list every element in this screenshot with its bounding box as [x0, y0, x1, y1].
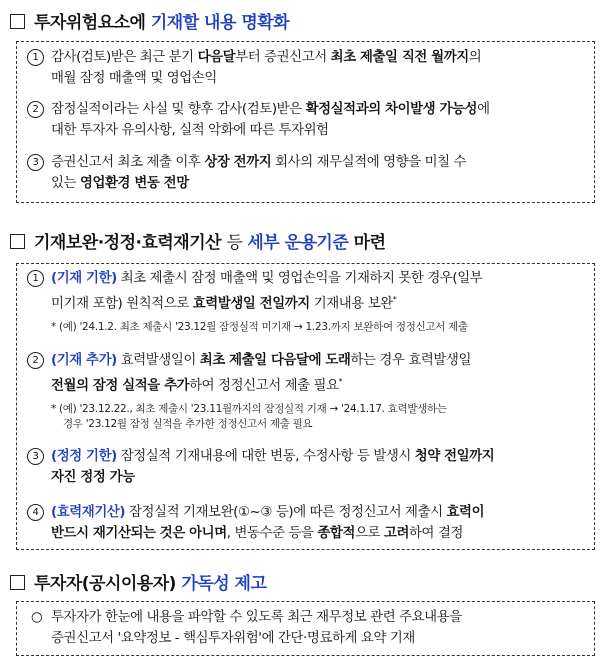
item-line [51, 152, 586, 173]
item-line [51, 173, 586, 194]
bold-text: 자진 정정 가능 [51, 470, 135, 485]
item-line [51, 371, 586, 396]
section1-item-3 [27, 152, 586, 194]
section3-box [16, 601, 595, 656]
footnote: * (예) '24.1.2. 최초 제출시 '23.12월 잠정실적 미기재 → 1.23.까지 보완하여 정정신고서 제출 [51, 321, 468, 333]
text-segment: 감사(검토)받은 최근 분기 [51, 50, 198, 65]
text-segment: 있는 [51, 176, 80, 191]
text-segment: 하여 결정 [409, 526, 464, 541]
item-line [51, 523, 586, 544]
circled-number-1: 1 [27, 49, 44, 66]
checkbox-square-icon [10, 14, 25, 29]
section1-item-2 [27, 99, 586, 141]
item-line [51, 268, 586, 289]
item-line [51, 350, 586, 371]
bold-text: 효력발생일 전일까지 [192, 296, 310, 312]
text-segment: 에 [477, 102, 490, 117]
text-segment: 대한 투자자 유의사항, 실적 악화에 따른 투자위험 [51, 123, 329, 138]
text-segment: 효력발생일이 [116, 353, 200, 368]
circled-number-1: 1 [27, 270, 44, 287]
circled-number-3: 3 [27, 448, 44, 465]
item-line: 투자자가 한눈에 내용을 파악할 수 있도록 최근 재무정보 관련 주요내용을 [51, 610, 462, 625]
text-segment: 하는 경우 효력발생일 [350, 353, 471, 368]
blue-label: (기재 추가) [51, 353, 117, 368]
checkbox-square-icon [10, 234, 25, 249]
item-line [51, 47, 586, 68]
bold-text: 영업환경 변동 전망 [79, 176, 189, 191]
section2-heading: 기재보완·정정·효력재기산 등 세부 운용기준 마련 [10, 228, 386, 253]
section3-title-highlight: 가독성 제고 [181, 574, 267, 594]
text-segment: 기재내용 보완 [309, 296, 393, 312]
section2-item-3 [27, 446, 586, 488]
item-line [51, 120, 586, 141]
blue-label: (정정 기한) [51, 449, 117, 464]
bold-text: 고려 [383, 526, 410, 541]
bold-text: 반드시 재기산되는 것은 아니며 [51, 526, 227, 541]
item-line: 증권신고서 '요약정보 - 핵심투자위험'에 간단·명료하게 요약 기재 [51, 631, 415, 646]
text-segment: 부터 증권신고서 [235, 50, 331, 65]
section3-item [27, 607, 586, 649]
blue-label: (효력재기산) [51, 505, 126, 520]
section2-box [16, 263, 595, 550]
text-segment: 으로 [355, 526, 384, 541]
circled-number-4: 4 [27, 504, 44, 521]
footnote: 경우 '23.12월 잠정 실적을 추가한 정정신고서 제출 필요 [63, 418, 313, 430]
circled-number-2: 2 [27, 352, 44, 369]
bold-text: 효력이 [446, 505, 485, 520]
text-segment: 잠정실적이라는 사실 및 향후 감사(검토)받은 [51, 102, 306, 117]
footnote-mark: * [392, 295, 397, 304]
text-segment: 잠정실적 기재보완(①~③ 등)에 따른 정정신고서 제출시 [125, 505, 447, 520]
bold-text: 최초 제출일 다음달에 도래 [199, 353, 351, 368]
text-segment: 최초 제출시 잠정 매출액 및 영업손익을 기재하지 못한 경우(일부 [116, 271, 483, 286]
text-segment: 회사의 재무실적에 영향을 미칠 수 [271, 155, 467, 170]
bold-text: 다음달 [197, 50, 236, 65]
bold-text: 청약 전일까지 [414, 449, 495, 464]
footnote-mark: * [338, 377, 343, 386]
bullet-circle-icon: ○ [31, 610, 43, 625]
text-segment: 증권신고서 최초 제출 이후 [51, 155, 205, 170]
item-line [51, 446, 586, 467]
text-segment: , 변동수준 등을 [226, 526, 318, 541]
item-line [51, 99, 586, 120]
item-line [51, 502, 586, 523]
section2-item-1 [27, 268, 586, 314]
text-segment: 하여 정정신고서 제출 필요 [189, 378, 339, 394]
section1-box [16, 41, 595, 203]
bold-text: 최초 제출일 직전 월까지 [330, 50, 469, 65]
section2-item-4 [27, 502, 586, 544]
section2-title-highlight: 세부 운용기준 [247, 233, 349, 253]
circled-number-3: 3 [27, 154, 44, 171]
footnote: * (예) '23.12.22., 최초 제출시 '23.11월까지의 잠정실적 기재 → '24.1.17. 효력발생하는 [51, 403, 447, 415]
section3-heading: 투자자(공시이용자) 가독성 제고 [10, 569, 266, 594]
text-segment: 잠정실적 기재내용에 대한 변동, 수정사항 등 발생시 [116, 449, 415, 464]
item-line [51, 467, 586, 488]
section1-heading: 투자위험요소에 기재할 내용 명확화 [10, 8, 289, 33]
item-line [51, 68, 586, 89]
checkbox-square-icon [10, 575, 25, 590]
blue-label: (기재 기한) [51, 271, 117, 286]
section2-item-2 [27, 350, 586, 396]
text-segment: 매월 잠정 매출액 및 영업손익 [51, 71, 217, 86]
bold-text: 상장 전까지 [204, 155, 272, 170]
text-segment: 미기재 포함) 원칙적으로 [51, 296, 193, 312]
text-segment: 의 [468, 50, 482, 65]
section1-title-highlight: 기재할 내용 명확화 [150, 13, 290, 33]
item-line [51, 289, 586, 314]
bold-text: 전월의 잠정 실적을 추가 [51, 378, 190, 394]
circled-number-2: 2 [27, 101, 44, 118]
section1-item-1 [27, 47, 586, 89]
bold-text: 확정실적과의 차이발생 가능성 [305, 102, 478, 117]
bold-text: 종합적 [317, 526, 355, 541]
